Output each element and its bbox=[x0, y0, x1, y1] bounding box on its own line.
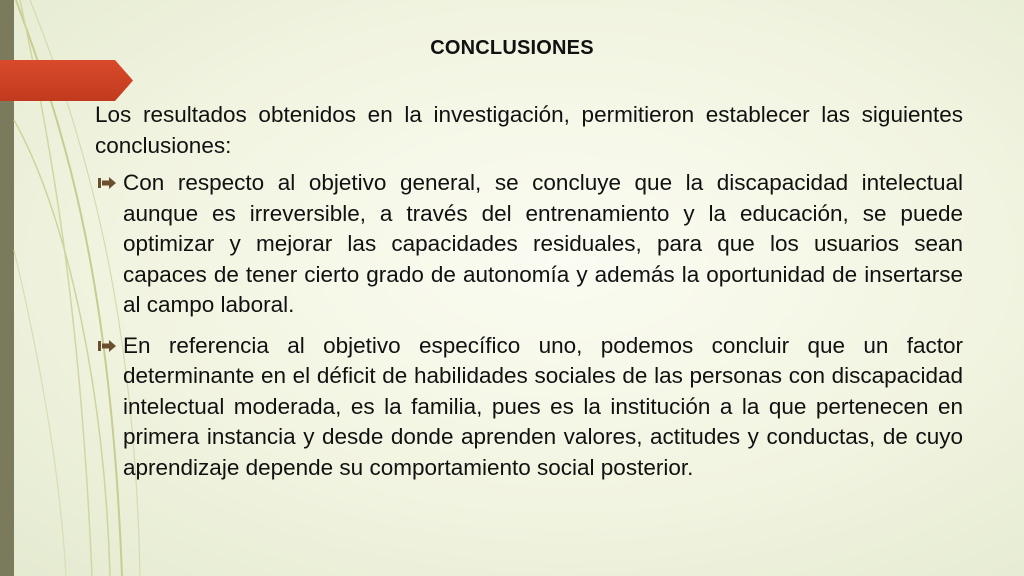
bullet-item bbox=[95, 168, 963, 321]
bullet-text: Con respecto al objetivo general, se concluye que la discapacidad intelectual aunque es irreversible, a través del entrenamiento y la educación, se puede optimizar y mejorar las capacidades residuales, para que los usuarios sean capaces de tener cierto grado de autonomía y además la oportunidad de insertarse al campo laboral. bbox=[123, 170, 963, 317]
arrow-right-icon bbox=[98, 340, 116, 352]
red-accent-tab bbox=[0, 60, 133, 101]
bullet-text: En referencia al objetivo específico uno, podemos concluir que un factor determinante en el déficit de habilidades sociales de las personas con discapacidad intelectual moderada, es la familia, pues es la institución a la que pertenecen en primera instancia y desde donde aprenden valores, actitudes y conductas, de cuyo aprendizaje depende su comportamiento social posterior. bbox=[123, 332, 963, 480]
slide-title: CONCLUSIONES bbox=[430, 37, 594, 59]
intro-paragraph: Los resultados obtenidos en la investigación, permitieron establecer las siguientes conclusiones: bbox=[95, 102, 963, 158]
bullet-item bbox=[95, 331, 963, 484]
arrow-right-icon bbox=[98, 177, 116, 189]
slide-content bbox=[95, 100, 963, 493]
